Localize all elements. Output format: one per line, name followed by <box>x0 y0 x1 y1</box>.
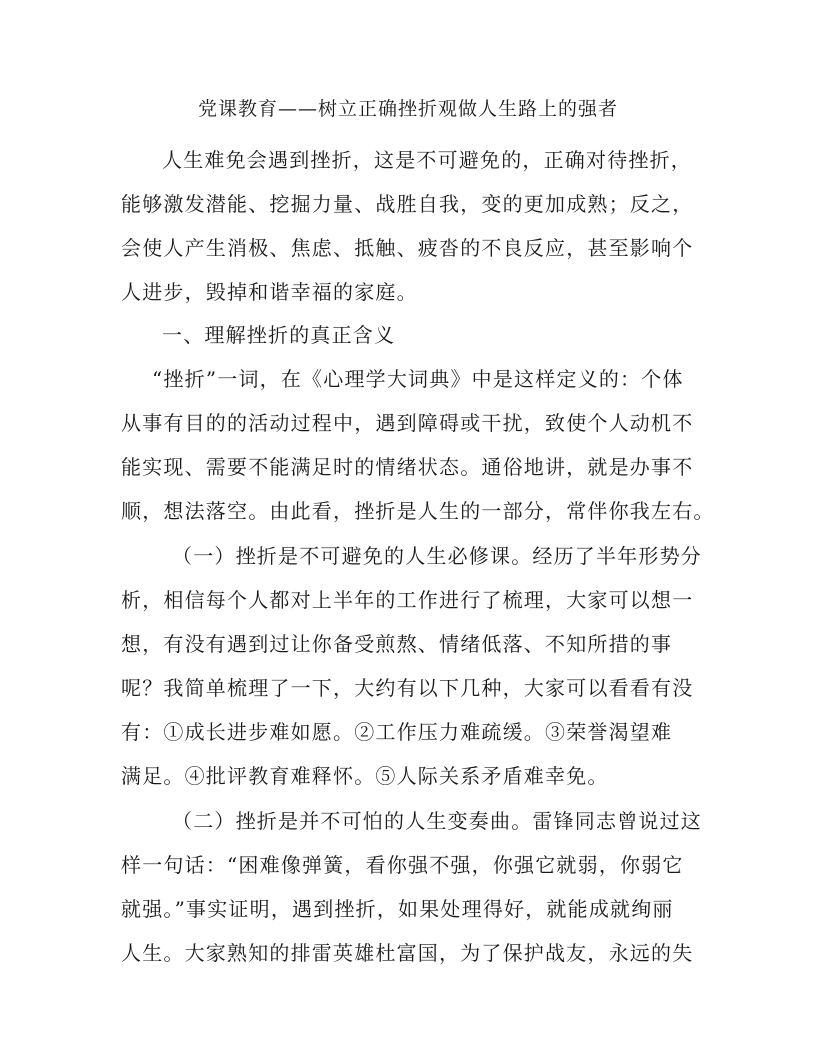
paragraph-line: 会使人产生消极、焦虑、抵触、疲沓的不良反应，甚至影响个 <box>121 236 694 260</box>
paragraph-line: 想，有没有遇到过让你备受煎熬、情绪低落、不知所措的事 <box>121 632 673 656</box>
paragraph-line: 呢？我简单梳理了一下，大约有以下几种，大家可以看看有没 <box>121 676 694 700</box>
paragraph-line: 析，相信每个人都对上半年的工作进行了梳理，大家可以想一 <box>121 588 694 612</box>
paragraph-line: 从事有目的的活动过程中，遇到障碍或干扰，致使个人动机不 <box>121 411 694 435</box>
paragraph-line: 有：①成长进步难如愿。②工作压力难疏缓。③荣誉渴望难 <box>121 720 673 744</box>
paragraph-line: 顺，想法落空。由此看，挫折是人生的一部分，常伴你我左右。 <box>121 499 715 523</box>
paragraph-line: 就强。”事实证明，遇到挫折，如果处理得好，就能成就绚丽 <box>121 897 674 921</box>
paragraph-line: 人进步，毁掉和谐幸福的家庭。 <box>121 280 418 304</box>
paragraph-line: （二）挫折是并不可怕的人生变奏曲。雷锋同志曾说过这 <box>172 809 702 833</box>
document-title: 党课教育——树立正确挫折观做人生路上的强者 <box>197 98 618 120</box>
paragraph-line: 能够激发潜能、挖掘力量、战胜自我，变的更加成熟；反之， <box>121 192 694 216</box>
paragraph-line: 样一句话：“困难像弹簧，看你强不强，你强它就弱，你弱它 <box>121 853 684 877</box>
section-heading: 一、理解挫折的真正含义 <box>162 323 396 347</box>
paragraph-line: “挫折”一词，在《心理学大词典》中是这样定义的：个体 <box>152 367 684 391</box>
paragraph-line: 人生。大家熟知的排雷英雄杜富国，为了保护战友，永远的失 <box>121 941 694 965</box>
paragraph-line: 满足。④批评教育难释怀。⑤人际关系矛盾难幸免。 <box>121 764 609 788</box>
paragraph-line: 能实现、需要不能满足时的情绪状态。通俗地讲，就是办事不 <box>121 455 694 479</box>
paragraph-line: 人生难免会遇到挫折，这是不可避免的，正确对待挫折， <box>162 148 692 172</box>
paragraph-line: （一）挫折是不可避免的人生必修课。经历了半年形势分 <box>172 544 702 568</box>
